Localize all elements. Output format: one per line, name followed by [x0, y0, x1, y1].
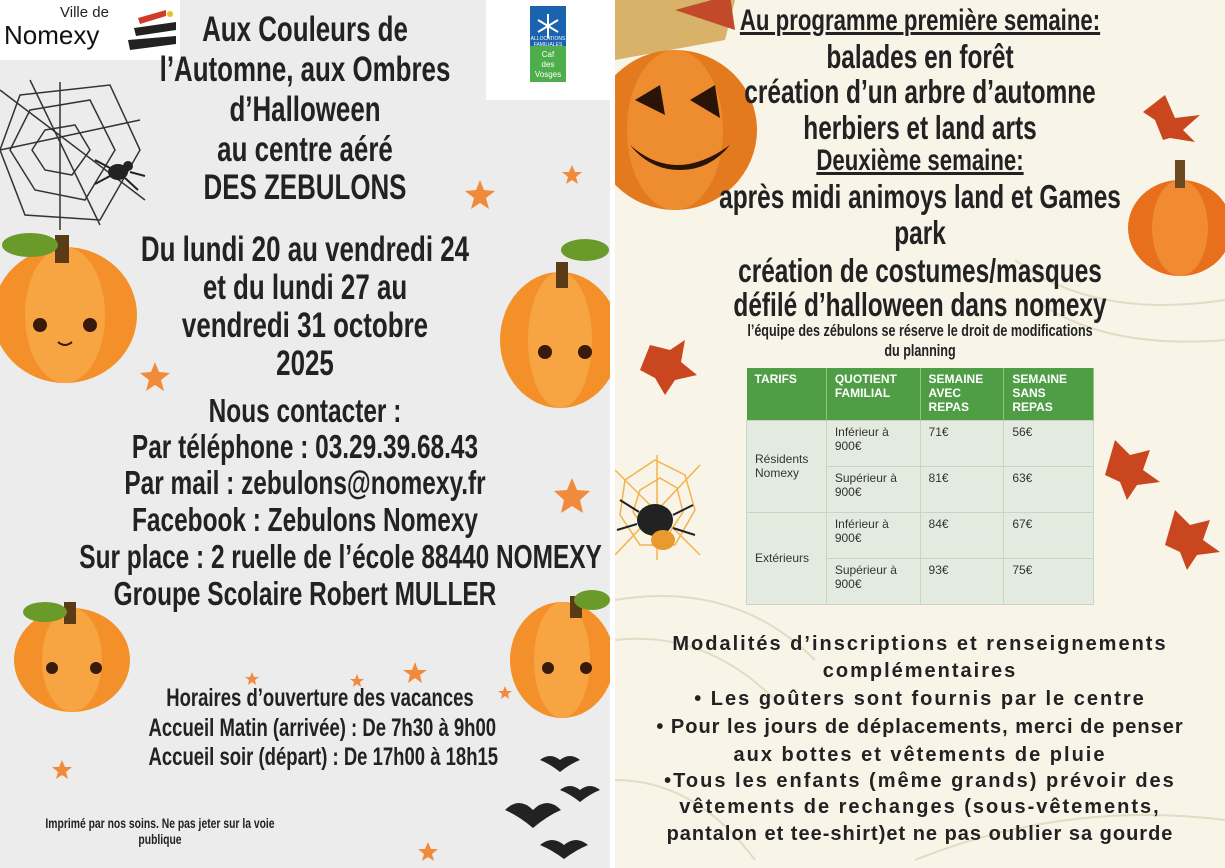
spider-icon — [617, 500, 695, 550]
header-text: AVEC — [928, 386, 961, 400]
quotient-cell — [826, 558, 920, 604]
group-label: Résidents — [755, 452, 809, 466]
week2-item: création de costumes/masques — [738, 252, 1102, 289]
header-text: REPAS — [1012, 400, 1053, 414]
week1-item: herbiers et land arts — [803, 109, 1037, 146]
price-avec-cell: 84€ — [920, 512, 1004, 558]
header-text: SEMAINE — [1012, 372, 1067, 386]
header-text: SEMAINE — [928, 372, 984, 386]
week2-item: défilé d’halloween dans nomexy — [733, 286, 1107, 323]
caf-text: Caf — [541, 50, 555, 59]
logo-ville-small-text: Ville de — [60, 4, 109, 21]
group-residents — [747, 420, 827, 512]
tarifs-table — [746, 368, 1094, 605]
contact-facebook: Facebook : Zebulons Nomexy — [131, 501, 479, 538]
caf-label — [530, 46, 566, 82]
title-line: d’Halloween — [229, 90, 381, 129]
footer-line: Imprimé par nos soins. Ne pas jeter sur la voie — [45, 815, 275, 831]
price-sans-cell: 75€ — [1004, 558, 1094, 604]
bat-icon — [505, 756, 600, 859]
quotient-text: Inférieur à — [834, 516, 889, 531]
contact-school: Groupe Scolaire Robert MULLER — [113, 575, 497, 612]
price-avec-cell: 81€ — [920, 466, 1004, 512]
title-line: au centre aéré — [217, 130, 393, 169]
horaires-matin: Accueil Matin (arrivée) : De 7h30 à 9h00 — [148, 714, 497, 742]
quotient-text: 900€ — [834, 438, 862, 453]
header-text: QUOTIENT — [834, 372, 897, 386]
caf-subtext: des Vosges — [534, 60, 562, 79]
table-row — [747, 420, 1094, 466]
modalites-item: • Les goûters sont fournis par le centre — [694, 688, 1146, 710]
header-text: SANS — [1012, 386, 1046, 400]
price-sans-cell: 63€ — [1004, 466, 1094, 512]
header-text: REPAS — [928, 400, 969, 414]
quotient-cell — [826, 512, 920, 558]
modalites-item: •Tous les enfants (même grands) prévoir des — [664, 770, 1176, 792]
date-line: vendredi 31 octobre — [181, 306, 429, 345]
caf-small-label — [524, 36, 572, 48]
modalites-item: pantalon et tee-shirt)et ne pas oublier sa gourde — [666, 823, 1174, 845]
logo-ville-big-text: Nomexy — [4, 20, 100, 50]
contact-address: Sur place : 2 ruelle de l’école 88440 NOMEXY — [79, 538, 602, 575]
quotient-cell — [826, 420, 920, 466]
caf-small-text-1: ALLOCATIONS — [530, 36, 566, 42]
title-line: l’Automne, aux Ombres — [159, 50, 451, 89]
header-tarifs — [747, 368, 827, 420]
price-sans-cell: 67€ — [1004, 512, 1094, 558]
group-exterieurs — [747, 512, 827, 604]
contact-phone: Par téléphone : 03.29.39.68.43 — [131, 428, 479, 465]
planning-note: du planning — [884, 341, 956, 360]
week1-item: création d’un arbre d’automne — [744, 73, 1096, 110]
group-label: Extérieurs — [755, 551, 810, 565]
horaires-soir: Accueil soir (départ) : De 17h00 à 18h15 — [148, 743, 499, 771]
quotient-text: 900€ — [834, 576, 862, 591]
price-sans-cell: 56€ — [1004, 420, 1094, 466]
planning-note: l’équipe des zébulons se réserve le droit de modifications — [747, 321, 1093, 340]
footer-line: publique — [138, 831, 182, 847]
week1-heading: Au programme première semaine: — [739, 4, 1101, 37]
quotient-text: Inférieur à — [834, 424, 889, 439]
quotient-text: Supérieur à — [834, 470, 897, 485]
quotient-text: Supérieur à — [834, 562, 897, 577]
price-avec-cell: 93€ — [920, 558, 1004, 604]
title-line: Aux Couleurs de — [202, 10, 408, 49]
header-text: TARIFS — [754, 372, 797, 386]
week1-item: balades en forêt — [826, 38, 1014, 75]
title-line: DES ZEBULONS — [203, 168, 407, 207]
flyer-left-page — [0, 0, 610, 868]
header-quotient — [826, 368, 920, 420]
table-header-row — [747, 368, 1094, 420]
contact-mail: Par mail : zebulons@nomexy.fr — [124, 464, 486, 501]
price-avec-cell: 71€ — [920, 420, 1004, 466]
quotient-text: 900€ — [834, 530, 862, 545]
modalites-heading: complémentaires — [822, 660, 1018, 682]
horaires-heading: Horaires d’ouverture des vacances — [166, 684, 474, 712]
week2-heading: Deuxième semaine: — [816, 144, 1024, 177]
quotient-text: 900€ — [834, 484, 862, 499]
date-line: 2025 — [276, 344, 334, 383]
flyer-right-page — [615, 0, 1225, 868]
date-line: et du lundi 27 au — [202, 268, 408, 307]
group-label: Nomexy — [755, 466, 800, 480]
quotient-cell — [826, 466, 920, 512]
modalites-item: vêtements de rechanges (sous-vêtements, — [679, 796, 1161, 818]
modalites-heading: Modalités d’inscriptions et renseignements — [672, 633, 1168, 655]
caf-small-text-2: FAMILIALES — [533, 42, 563, 48]
modalites-item: • Pour les jours de déplacements, merci de penser — [656, 716, 1184, 738]
header-sans-repas — [1004, 368, 1094, 420]
week2-item: park — [894, 214, 946, 251]
date-line: Du lundi 20 au vendredi 24 — [140, 230, 470, 269]
contact-heading: Nous contacter : — [208, 392, 402, 429]
week2-item: après midi animoys land et Games — [719, 178, 1121, 215]
header-text: FAMILIAL — [834, 386, 891, 400]
header-avec-repas — [920, 368, 1004, 420]
table-row — [747, 512, 1094, 558]
modalites-item: aux bottes et vêtements de pluie — [733, 744, 1107, 766]
pumpkin-icon — [14, 602, 130, 712]
